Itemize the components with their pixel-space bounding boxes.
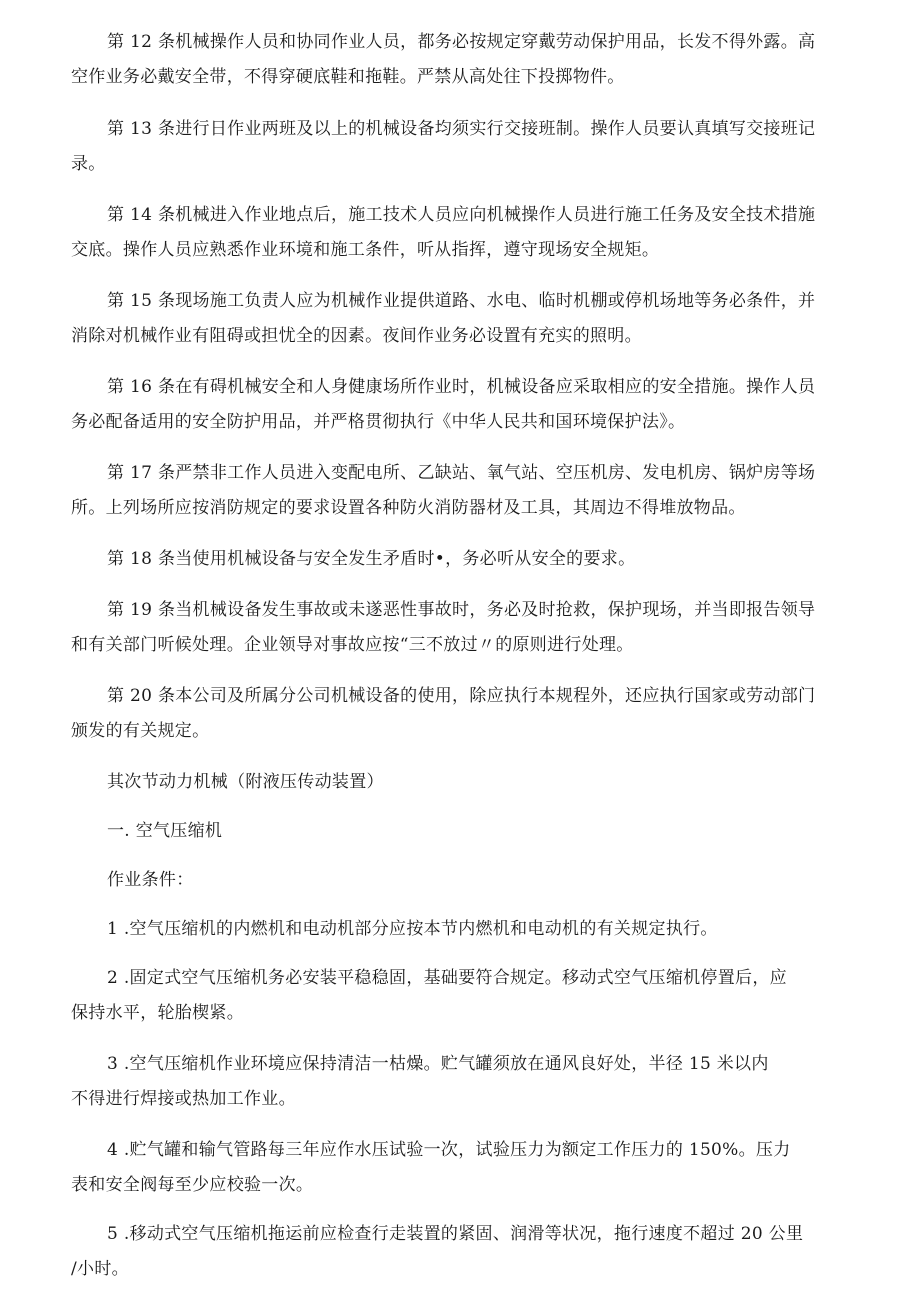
text-line: 颁发的有关规定。 <box>71 721 210 741</box>
text-line: 交底。操作人员应熟悉作业环境和施工条件，听从指挥，遵守现场安全规矩。 <box>71 240 660 260</box>
list-item: 3 .空气压缩机作业环境应保持清洁一枯燥。贮气罐须放在通风良好处，半径 15 米以内 <box>107 1054 769 1074</box>
text-line: 作业条件： <box>107 870 194 890</box>
text-line: /小时。 <box>71 1259 129 1279</box>
text-line: 第 13 条进行日作业两班及以上的机械设备均须实行交接班制。操作人员要认真填写交接班记 <box>107 119 816 139</box>
text-line: 保持水平，轮胎楔紧。 <box>71 1003 244 1023</box>
text-line: 第 19 条当机械设备发生事故或未遂恶性事故时，务必及时抢救，保护现场，并当即报告领导 <box>107 600 816 620</box>
text-line: 表和安全阀每至少应校验一次。 <box>71 1175 314 1195</box>
text-line: 第 15 条现场施工负责人应为机械作业提供道路、水电、临时机棚或停机场地等务必条件，并 <box>107 291 816 311</box>
text-line: 第 17 条严禁非工作人员进入变配电所、乙缺站、氧气站、空压机房、发电机房、锅炉房等场 <box>107 463 816 483</box>
text-line: 第 12 条机械操作人员和协同作业人员，都务必按规定穿戴劳动保护用品，长发不得外露。高 <box>107 32 816 52</box>
text-line: 不得进行焊接或热加工作业。 <box>71 1089 296 1109</box>
text-line: 第 18 条当使用机械设备与安全发生矛盾时•，务必听从安全的要求。 <box>107 549 636 569</box>
text-line: 空作业务必戴安全带，不得穿硬底鞋和拖鞋。严禁从高处往下投掷物件。 <box>71 67 625 87</box>
list-item: 4 .贮气罐和输气管路每三年应作水压试验一次，试验压力为额定工作压力的 150%。压力 <box>107 1140 791 1160</box>
list-item: 5 .移动式空气压缩机拖运前应检查行走装置的紧固、润滑等状况，拖行速度不超过 20 公里 <box>107 1224 804 1244</box>
list-item: 1 .空气压缩机的内燃机和电动机部分应按本节内燃机和电动机的有关规定执行。 <box>107 919 718 939</box>
text-line: 和有关部门听候处理。企业领导对事故应按“三不放过〃的原则进行处理。 <box>71 635 634 655</box>
text-line: 第 20 条本公司及所属分公司机械设备的使用，除应执行本规程外，还应执行国家或劳动部门 <box>107 686 816 706</box>
list-item: 2 .固定式空气压缩机务必安装平稳稳固，基础要符合规定。移动式空气压缩机停置后，应 <box>107 968 787 988</box>
text-line: 第 14 条机械进入作业地点后，施工技术人员应向机械操作人员进行施工任务及安全技术措施 <box>107 205 816 225</box>
text-line: 录。 <box>71 154 106 174</box>
text-line: 消除对机械作业有阻碍或担忧全的因素。夜间作业务必设置有充实的照明。 <box>71 326 642 346</box>
text-line: 第 16 条在有碍机械安全和人身健康场所作业时，机械设备应采取相应的安全措施。操作人员 <box>107 377 816 397</box>
text-line: 所。上列场所应按消防规定的要求设置各种防火消防器材及工具，其周边不得堆放物品。 <box>71 498 746 518</box>
subsection-heading: 一. 空气压缩机 <box>107 821 223 841</box>
text-line: 务必配备适用的安全防护用品，并严格贯彻执行《中华人民共和国环境保护法》。 <box>71 412 686 432</box>
section-heading: 其次节动力机械（附液压传动装置） <box>107 772 384 792</box>
